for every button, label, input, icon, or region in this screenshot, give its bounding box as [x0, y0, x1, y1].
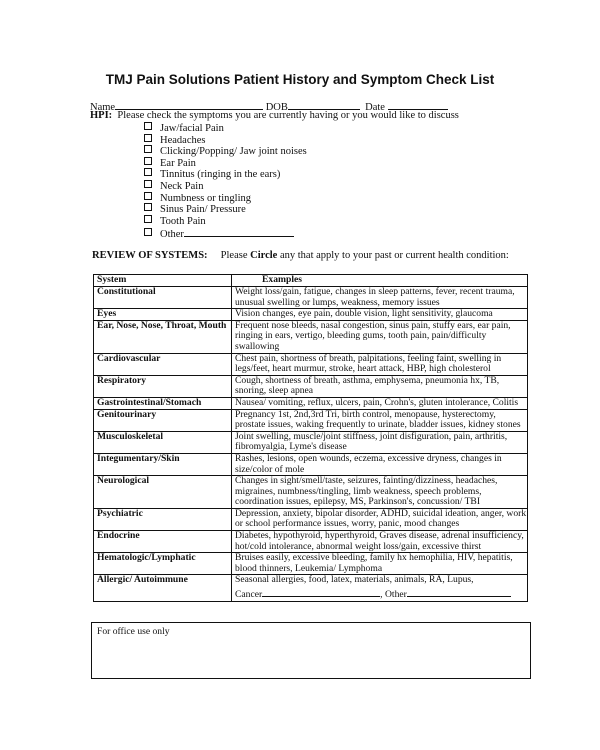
table-row[interactable] [94, 409, 528, 431]
examples-cell[interactable]: Changes in sight/smell/taste, seizures, fainting/dizziness, headaches, migraines, numbness/tingling, limb weakness, speech problems, coordination issues, epilepsy, MS, Parkinson's, concussion/ TBI [232, 476, 528, 509]
system-cell: Endocrine [94, 531, 232, 553]
hpi-checklist [144, 122, 307, 241]
examples-cell[interactable]: Bruises easily, excessive bleeding, family hx hemophilia, HIV, hepatitis, blood thinners, Leukemia/ Lymphoma [232, 553, 528, 575]
hpi-item[interactable]: Jaw/facial Pain [144, 122, 307, 134]
name-field[interactable] [115, 99, 263, 110]
name-label: Name [90, 102, 116, 113]
table-row[interactable] [94, 320, 528, 353]
examples-cell-allergic[interactable] [232, 575, 528, 601]
hpi-instruction: Please check the symptoms you are currently having or you would like to discuss [117, 110, 459, 121]
form-title: TMJ Pain Solutions Patient History and Symptom Check List [105, 72, 495, 87]
hpi-item[interactable]: Tooth Pain [144, 215, 307, 227]
hpi-item-other[interactable]: Other [144, 226, 307, 238]
table-row[interactable] [94, 375, 528, 397]
checkbox[interactable] [144, 203, 152, 211]
hpi-item[interactable]: Headaches [144, 134, 307, 146]
ros-header: REVIEW OF SYSTEMS: Please Circle any that apply to your past or current health condition: [92, 250, 509, 261]
column-header-examples: Examples [232, 275, 528, 287]
system-cell: Psychiatric [94, 508, 232, 530]
ros-label: REVIEW OF SYSTEMS: [92, 250, 208, 261]
hpi-item[interactable]: Tinnitus (ringing in the ears) [144, 168, 307, 180]
system-cell: Genitourinary [94, 409, 232, 431]
examples-cell[interactable]: Cough, shortness of breath, asthma, emphysema, pneumonia hx, TB, snoring, sleep apnea [232, 375, 528, 397]
hpi-item[interactable]: Sinus Pain/ Pressure [144, 203, 307, 215]
system-cell: Allergic/ Autoimmune [94, 575, 232, 601]
system-cell: Respiratory [94, 375, 232, 397]
system-cell: Constitutional [94, 287, 232, 309]
system-cell: Integumentary/Skin [94, 453, 232, 475]
hpi-item[interactable]: Numbness or tingling [144, 192, 307, 204]
checkbox[interactable] [144, 228, 152, 236]
examples-cell[interactable]: Depression, anxiety, bipolar disorder, ADHD, suicidal ideation, anger, work or school performance issues, worry, panic, mood changes [232, 508, 528, 530]
column-header-system: System [94, 275, 232, 287]
examples-cell[interactable]: Pregnancy 1st, 2nd,3rd Tri, birth control, menopause, hysterectomy, prostate issues, waking frequently to urinate, bladder issues, kidney stones [232, 409, 528, 431]
checkbox[interactable] [144, 122, 152, 130]
system-cell: Ear, Nose, Nose, Throat, Mouth [94, 320, 232, 353]
examples-cell[interactable]: Weight loss/gain, fatigue, changes in sleep patterns, fever, recent trauma, unusual swelling or lumps, weakness, memory issues [232, 287, 528, 309]
table-row[interactable] [94, 397, 528, 409]
examples-cell[interactable]: Joint swelling, muscle/joint stiffness, joint disfiguration, pain, arthritis, fibromyalgia, Lyme's disease [232, 431, 528, 453]
system-cell: Neurological [94, 476, 232, 509]
checkbox[interactable] [144, 215, 152, 223]
table-row[interactable] [94, 453, 528, 475]
table-row[interactable] [94, 309, 528, 321]
date-field[interactable] [388, 99, 448, 110]
other-field[interactable] [184, 226, 294, 237]
table-row[interactable] [94, 287, 528, 309]
system-cell: Eyes [94, 309, 232, 321]
system-cell: Gastrointestinal/Stomach [94, 397, 232, 409]
system-cell: Musculoskeletal [94, 431, 232, 453]
table-row[interactable] [94, 476, 528, 509]
other-condition-field[interactable] [407, 586, 511, 597]
table-row[interactable] [94, 353, 528, 375]
examples-cell[interactable]: Chest pain, shortness of breath, palpitations, feeling faint, swelling in legs/feet, heart murmur, stroke, heart attack, HBP, high cholesterol [232, 353, 528, 375]
table-row[interactable] [94, 553, 528, 575]
table-row[interactable] [94, 508, 528, 530]
system-cell: Hematologic/Lymphatic [94, 553, 232, 575]
table-row[interactable] [94, 431, 528, 453]
table-row[interactable] [94, 575, 528, 601]
allergic-examples: Seasonal allergies, food, latex, materials, animals, RA, Lupus, [235, 574, 474, 586]
hpi-label: HPI: [90, 110, 113, 121]
dob-label: DOB [265, 102, 288, 113]
examples-cell[interactable]: Frequent nose bleeds, nasal congestion, sinus pain, stuffy ears, ear pain, ringing in ears, vertigo, bleeding gums, tooth pain, pain/difficulty swallowing [232, 320, 528, 353]
table-row[interactable] [94, 531, 528, 553]
table-header-row [94, 275, 528, 287]
hpi-item[interactable]: Clicking/Popping/ Jaw joint noises [144, 145, 307, 157]
dob-field[interactable] [288, 99, 360, 110]
office-use-box[interactable] [91, 622, 531, 679]
date-label: Date [365, 102, 385, 113]
examples-cell[interactable]: Diabetes, hypothyroid, hyperthyroid, Graves disease, adrenal insufficiency, hot/cold intolerance, abnormal weight loss/gain, excessive thirst [232, 531, 528, 553]
examples-cell[interactable]: Nausea/ vomiting, reflux, ulcers, pain, Crohn's, gluten intolerance, Colitis [232, 397, 528, 409]
hpi-header [90, 110, 459, 121]
examples-cell[interactable]: Rashes, lesions, open wounds, eczema, excessive dryness, changes in size/color of mole [232, 453, 528, 475]
system-cell: Cardiovascular [94, 353, 232, 375]
office-use-label: For office use only [97, 626, 170, 637]
checkbox[interactable] [144, 157, 152, 165]
checkbox[interactable] [144, 192, 152, 200]
hpi-item[interactable]: Neck Pain [144, 180, 307, 192]
examples-cell[interactable]: Vision changes, eye pain, double vision, light sensitivity, glaucoma [232, 309, 528, 321]
checkbox[interactable] [144, 134, 152, 142]
checkbox[interactable] [144, 145, 152, 153]
checkbox[interactable] [144, 168, 152, 176]
allergic-fill-line: Cancer , Other [235, 586, 527, 601]
hpi-item[interactable]: Ear Pain [144, 157, 307, 169]
cancer-field[interactable] [262, 586, 380, 597]
checkbox[interactable] [144, 180, 152, 188]
review-of-systems-table [93, 274, 528, 602]
